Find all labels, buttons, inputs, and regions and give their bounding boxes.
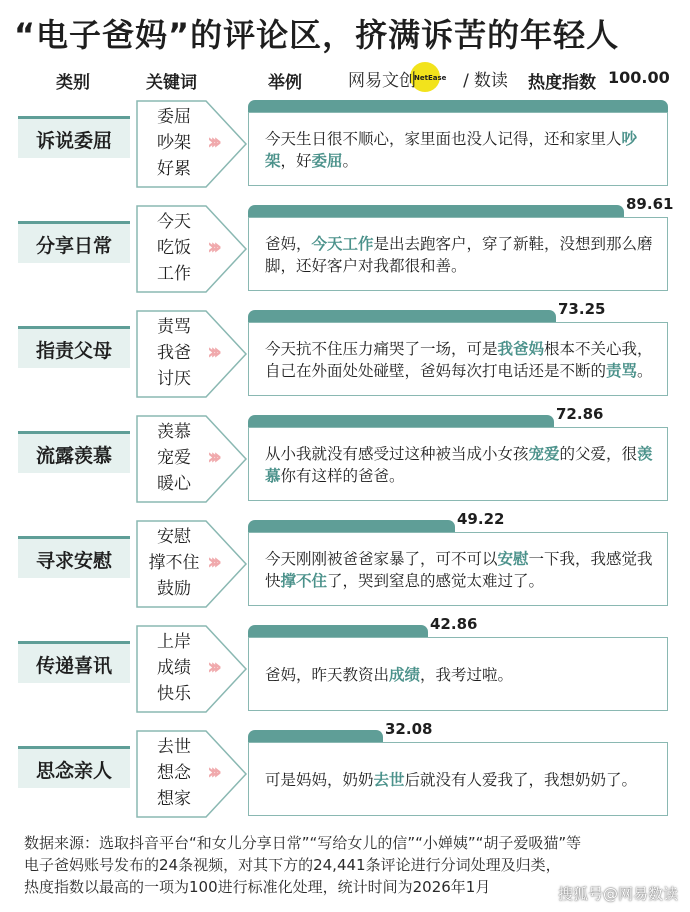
header-keywords: 关键词 [146,73,197,93]
header-category: 类别 [56,73,90,93]
example-text [265,443,657,487]
example-segment: 你有这样的爸爸。 [280,467,405,485]
category-label: 诉说委屈 [35,130,112,152]
category-label: 流露羡慕 [35,445,112,467]
brand-slash: / [463,71,469,91]
heat-value-label: 32.08 [385,720,433,738]
category-box [18,641,130,683]
category-box [18,746,130,788]
heat-value-label: 49.22 [457,510,505,528]
example-segment: 从小我就没有感受过这种被当成小女孩 [265,445,529,463]
heat-bar [248,730,383,742]
keyword-list [136,104,212,182]
example-segment: 今天刚刚被爸爸家暴了，可不可以 [265,550,498,568]
category-row [0,720,690,820]
keyword: 今天 [157,212,191,232]
keyword: 吃饭 [157,238,191,258]
category-row [0,195,690,295]
example-segment: 可是妈妈，奶奶 [265,771,374,789]
keyword: 鼓励 [157,579,191,599]
heat-value-label: 89.61 [626,195,674,213]
example-card [248,112,668,186]
example-highlight: 成绩 [389,666,421,684]
keyword: 我爸 [157,343,191,363]
example-segment: ，我考过啦。 [420,666,514,684]
category-box [18,536,130,578]
category-label: 指责父母 [35,340,112,362]
category-label: 寻求安慰 [35,550,112,572]
keyword: 想家 [157,789,191,809]
example-segment: 了，哭到窒息的感觉太难过了。 [327,572,545,590]
example-highlight: 去世 [373,771,405,789]
keyword: 吵架 [157,133,191,153]
heat-value-label: 42.86 [430,615,478,633]
heat-value-label: 100.00 [608,68,670,87]
example-card [248,217,668,291]
category-row [0,615,690,715]
heat-value-label: 72.86 [556,405,604,423]
category-box [18,326,130,368]
keyword: 去世 [157,737,191,757]
example-segment: 。 [342,152,359,170]
example-highlight: 今天工作 [311,235,374,253]
keyword: 想念 [157,763,191,783]
example-segment: 今天生日很不顺心，家里面也没人记得，还和家里人 [265,130,622,148]
keyword: 工作 [157,264,191,284]
example-segment: 。 [637,362,653,380]
chevron-right-icon: ››› [207,235,217,260]
page-title: “电子爸妈”的评论区，挤满诉苦的年轻人 [14,16,620,54]
example-segment: 的父爱，很 [559,445,638,463]
category-row [0,300,690,400]
example-segment: 后就没有人爱我了，我想奶奶了。 [404,771,638,789]
example-card [248,532,668,606]
keyword: 羡慕 [157,422,191,442]
example-segment: 一下我，我感觉我快 [265,550,653,590]
example-card [248,742,668,816]
example-text [265,548,657,592]
footer-line: 热度指数以最高的一项为100进行标准化处理，统计时间为2026年1月 [24,878,491,896]
heat-value-label: 73.25 [558,300,606,318]
category-label: 传递喜讯 [35,655,112,677]
keyword: 委屈 [157,107,191,127]
example-segment: 爸妈，昨天教资出 [265,666,390,684]
category-box [18,431,130,473]
category-label: 分享日常 [35,235,112,257]
brand-name: 网易文创 [348,71,416,91]
example-segment: ，好 [280,152,312,170]
chevron-right-icon: ››› [207,760,217,785]
chevron-right-icon: ››› [207,340,217,365]
keyword: 责骂 [157,317,191,337]
example-card [248,427,668,501]
header-example: 举例 [268,73,302,93]
example-highlight: 责骂 [606,362,638,380]
brand-sub: NetEase [414,74,447,82]
chevron-right-icon: ››› [207,655,217,680]
keyword-list [136,629,212,707]
example-segment: 根本不关心我，自己在外面处处碰壁，爸妈每次打电话还是不断的 [265,340,653,380]
heat-bar [248,100,668,112]
example-segment: 是出去跑客户，穿了新鞋，没想到那么磨脚，还好客户对我都很和善。 [265,235,653,275]
category-label: 思念亲人 [35,760,112,782]
keyword: 宠爱 [157,448,191,468]
category-row [0,510,690,610]
example-text [265,233,657,277]
keyword: 安慰 [157,527,191,547]
category-box [18,116,130,158]
brand-du: 数读 [473,71,508,91]
keyword: 上岸 [157,632,191,652]
example-card [248,637,668,711]
category-row [0,405,690,505]
heat-bar [248,415,554,427]
example-highlight: 吵架 [265,130,638,170]
footer-line: 数据来源：选取抖音平台“和女儿分享日常”“写给女儿的信”“小婵姨”“胡子爱吸猫”等 [24,834,582,852]
example-text [265,664,657,686]
keyword: 好累 [157,159,191,179]
heat-bar [248,625,428,637]
keyword-list [136,419,212,497]
header-index-label: 热度指数 [528,73,596,93]
heat-bar [248,205,624,217]
chevron-right-icon: ››› [207,550,217,575]
example-segment: 爸妈， [265,235,312,253]
example-card [248,322,668,396]
keyword-list [136,524,212,602]
keyword: 讨厌 [157,369,191,389]
keyword-list [136,734,212,812]
footer-line: 电子爸妈账号发布的24条视频，对其下方的24,441条评论进行分词处理及归类， [24,856,561,874]
keyword: 快乐 [157,684,191,704]
brand-logo [348,66,508,92]
example-text [265,769,657,791]
watermark: 搜狐号@网易数读 [557,885,678,903]
example-highlight: 委屈 [311,152,343,170]
keyword-list [136,314,212,392]
example-highlight: 撑不住 [280,572,328,590]
header-index [528,68,596,93]
category-box [18,221,130,263]
keyword: 暖心 [157,474,191,494]
example-highlight: 羡慕 [265,445,653,485]
example-text [265,338,657,382]
keyword-list [136,209,212,287]
example-segment: 今天抗不住压力痛哭了一场，可是 [265,340,498,358]
keyword: 撑不住 [148,553,200,573]
example-text [265,128,657,172]
example-highlight: 我爸妈 [497,340,545,358]
keyword: 成绩 [157,658,191,678]
heat-bar [248,520,455,532]
chevron-right-icon: ››› [207,130,217,155]
example-highlight: 宠爱 [528,445,560,463]
chevron-right-icon: ››› [207,445,217,470]
heat-bar [248,310,556,322]
example-highlight: 安慰 [497,550,529,568]
